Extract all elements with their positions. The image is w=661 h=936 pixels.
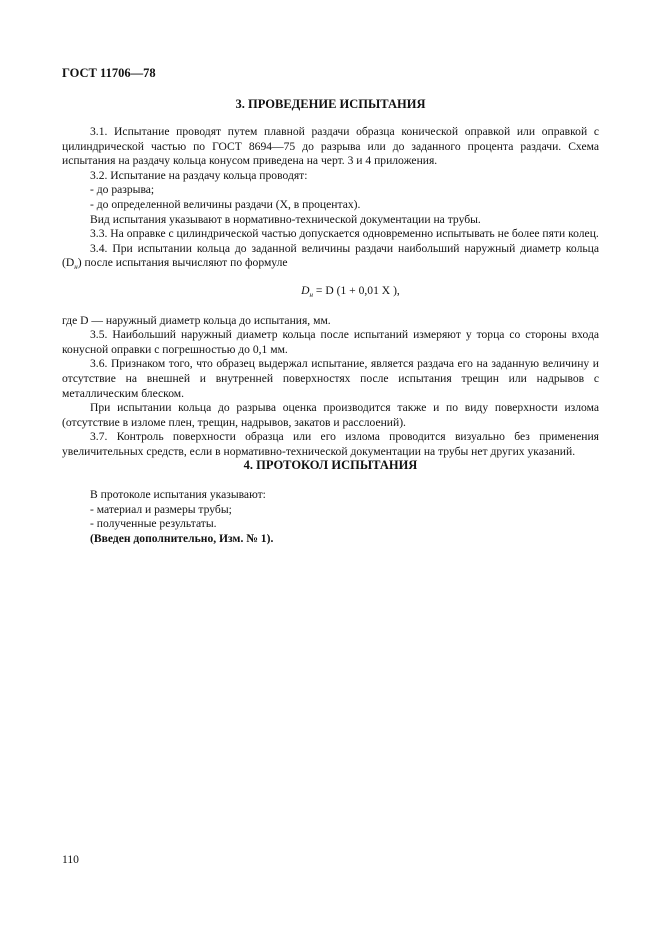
paragraph-3-3: 3.3. На оправке с цилиндрической частью допускается одновременно испытывать не более пяти колец. bbox=[90, 227, 599, 241]
document-id: ГОСТ 11706—78 bbox=[62, 66, 156, 80]
list-item-results: - полученные результаты. bbox=[90, 517, 217, 531]
paragraph-3-1: 3.1. Испытание проводят путем плавной раздачи образца конической оправкой или оправкой с цилиндрической частью по ГОСТ 8694—75 до разрыва или до заданного процента раздачи. Схема испытания на раздачу кольца конусом приведена на черт. 3 и 4 приложения. bbox=[62, 125, 599, 168]
document-page bbox=[62, 0, 599, 936]
formula-lhs: D bbox=[301, 283, 310, 297]
diameter-formula bbox=[62, 284, 599, 303]
page-number: 110 bbox=[62, 853, 79, 866]
paragraph-3-6: 3.6. Признаком того, что образец выдержал испытание, является раздача его на заданную величину и отсутствие на внешней и внутренней поверхностях после испытания трещин или надрывов с металлическим блеском. bbox=[62, 357, 599, 400]
paragraph-3-4 bbox=[62, 242, 599, 275]
paragraph-3-4-text-a: 3.4. При испытании кольца до заданной величины раздачи наибольший наружный диаметр кольца (D bbox=[62, 241, 599, 270]
paragraph-3-4-text-b: ) после испытания вычисляют по формуле bbox=[77, 256, 288, 270]
paragraph-rupture-evaluation: При испытании кольца до разрыва оценка производится также и по виду поверхности излома (отсутствие в изломе плен, трещин, надрывов, закатов и расслоений). bbox=[62, 401, 599, 429]
list-item-material: - материал и размеры трубы; bbox=[90, 502, 232, 516]
formula-subscript: н bbox=[309, 290, 314, 299]
paragraph-3-5: 3.5. Наибольший наружный диаметр кольца после испытаний измеряют у торца со стороны входа конусной оправки с погрешностью до 0,1 мм. bbox=[62, 328, 599, 356]
amendment-note: (Введен дополнительно, Изм. № 1). bbox=[90, 531, 274, 545]
paragraph-3-7: 3.7. Контроль поверхности образца или его излома проводится визуально без применения увеличительных средств, если в нормативно-технической документации на трубы нет других указаний. bbox=[62, 430, 599, 458]
section-4-heading: 4. ПРОТОКОЛ ИСПЫТАНИЯ bbox=[243, 458, 418, 472]
protocol-intro: В протоколе испытания указывают: bbox=[90, 488, 266, 501]
section-3-heading: 3. ПРОВЕДЕНИЕ ИСПЫТАНИЯ bbox=[235, 97, 426, 111]
list-item-to-rupture: - до разрыва; bbox=[90, 183, 155, 197]
diameter-subscript: н bbox=[74, 263, 78, 272]
paragraph-test-type: Вид испытания указывают в нормативно-технической документации на трубы. bbox=[90, 212, 481, 226]
paragraph-3-2: 3.2. Испытание на раздачу кольца проводят: bbox=[90, 168, 308, 182]
formula-rhs: = D (1 + 0,01 X ), bbox=[313, 283, 400, 297]
section-3-body bbox=[62, 125, 599, 459]
list-item-to-value: - до определенной величины раздачи (X, в процентах). bbox=[90, 197, 361, 211]
section-4-body bbox=[62, 488, 599, 546]
formula-legend: где D — наружный диаметр кольца до испытания, мм. bbox=[62, 313, 331, 327]
